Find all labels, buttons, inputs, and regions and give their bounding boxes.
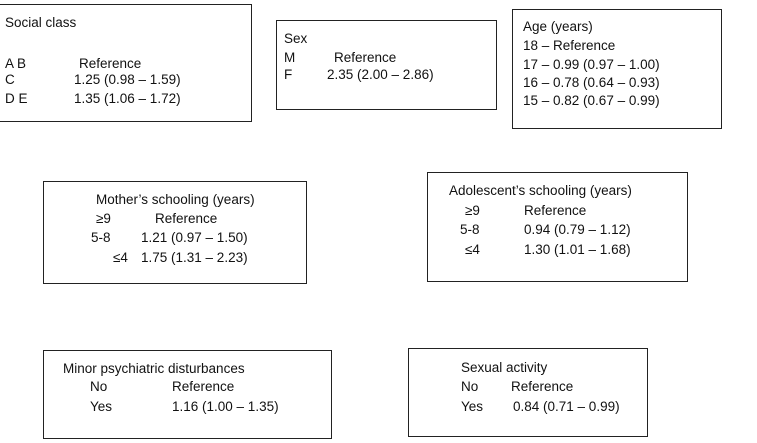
sexual-activity-box: [408, 348, 648, 437]
sex-row-value: Reference: [334, 50, 397, 65]
social-class-row-label: C: [5, 72, 15, 87]
sex-row-label: F: [284, 67, 293, 82]
sexual-activity-row-label: Yes: [461, 399, 484, 414]
mothers-schooling-title: Mother’s schooling (years): [96, 192, 255, 207]
age-row: 17 – 0.99 (0.97 – 1.00): [523, 57, 660, 72]
mothers-schooling-row-label: ≥9: [96, 211, 111, 226]
adolescents-schooling-row-label: 5-8: [460, 222, 480, 237]
minor-psychiatric-box: [43, 350, 332, 439]
sex-box: [276, 20, 497, 110]
adolescents-schooling-row-label: ≥9: [465, 203, 480, 218]
age-row: 16 – 0.78 (0.64 – 0.93): [523, 75, 660, 90]
mothers-schooling-box: [43, 181, 307, 284]
sexual-activity-row-label: No: [461, 379, 479, 394]
adolescents-schooling-title: Adolescent’s schooling (years): [449, 183, 632, 198]
social-class-row-label: D E: [5, 91, 28, 106]
age-title: Age (years): [523, 19, 593, 34]
sex-row-label: M: [284, 50, 296, 65]
minor-psychiatric-row-value: Reference: [172, 379, 235, 394]
social-class-title: Social class: [5, 15, 77, 30]
adolescents-schooling-box: [427, 172, 688, 282]
mothers-schooling-row-label: 5-8: [91, 230, 111, 245]
social-class-row-value: 1.25 (0.98 – 1.59): [74, 72, 181, 87]
sex-title: Sex: [284, 31, 308, 46]
mothers-schooling-row-value: 1.75 (1.31 – 2.23): [141, 250, 248, 265]
social-class-row-value: 1.35 (1.06 – 1.72): [74, 91, 181, 106]
adolescents-schooling-row-value: Reference: [524, 203, 587, 218]
sexual-activity-row-value: 0.84 (0.71 – 0.99): [513, 399, 620, 414]
mothers-schooling-row-value: 1.21 (0.97 – 1.50): [141, 230, 248, 245]
social-class-row-value: Reference: [79, 56, 142, 71]
social-class-box: [0, 4, 252, 122]
adolescents-schooling-row-value: 1.30 (1.01 – 1.68): [524, 242, 631, 257]
age-row: 15 – 0.82 (0.67 – 0.99): [523, 93, 660, 108]
social-class-row-label: A B: [5, 56, 27, 71]
sex-row-value: 2.35 (2.00 – 2.86): [327, 67, 434, 82]
minor-psychiatric-row-value: 1.16 (1.00 – 1.35): [172, 399, 279, 414]
sexual-activity-title: Sexual activity: [461, 360, 548, 375]
minor-psychiatric-title: Minor psychiatric disturbances: [63, 361, 245, 376]
age-row: 18 – Reference: [523, 38, 616, 53]
adolescents-schooling-row-value: 0.94 (0.79 – 1.12): [524, 222, 631, 237]
mothers-schooling-row-value: Reference: [155, 211, 218, 226]
age-box: [512, 9, 722, 129]
sexual-activity-row-value: Reference: [511, 379, 574, 394]
minor-psychiatric-row-label: No: [90, 379, 108, 394]
minor-psychiatric-row-label: Yes: [90, 399, 113, 414]
adolescents-schooling-row-label: ≤4: [465, 242, 480, 257]
mothers-schooling-row-label: ≤4: [113, 250, 128, 265]
